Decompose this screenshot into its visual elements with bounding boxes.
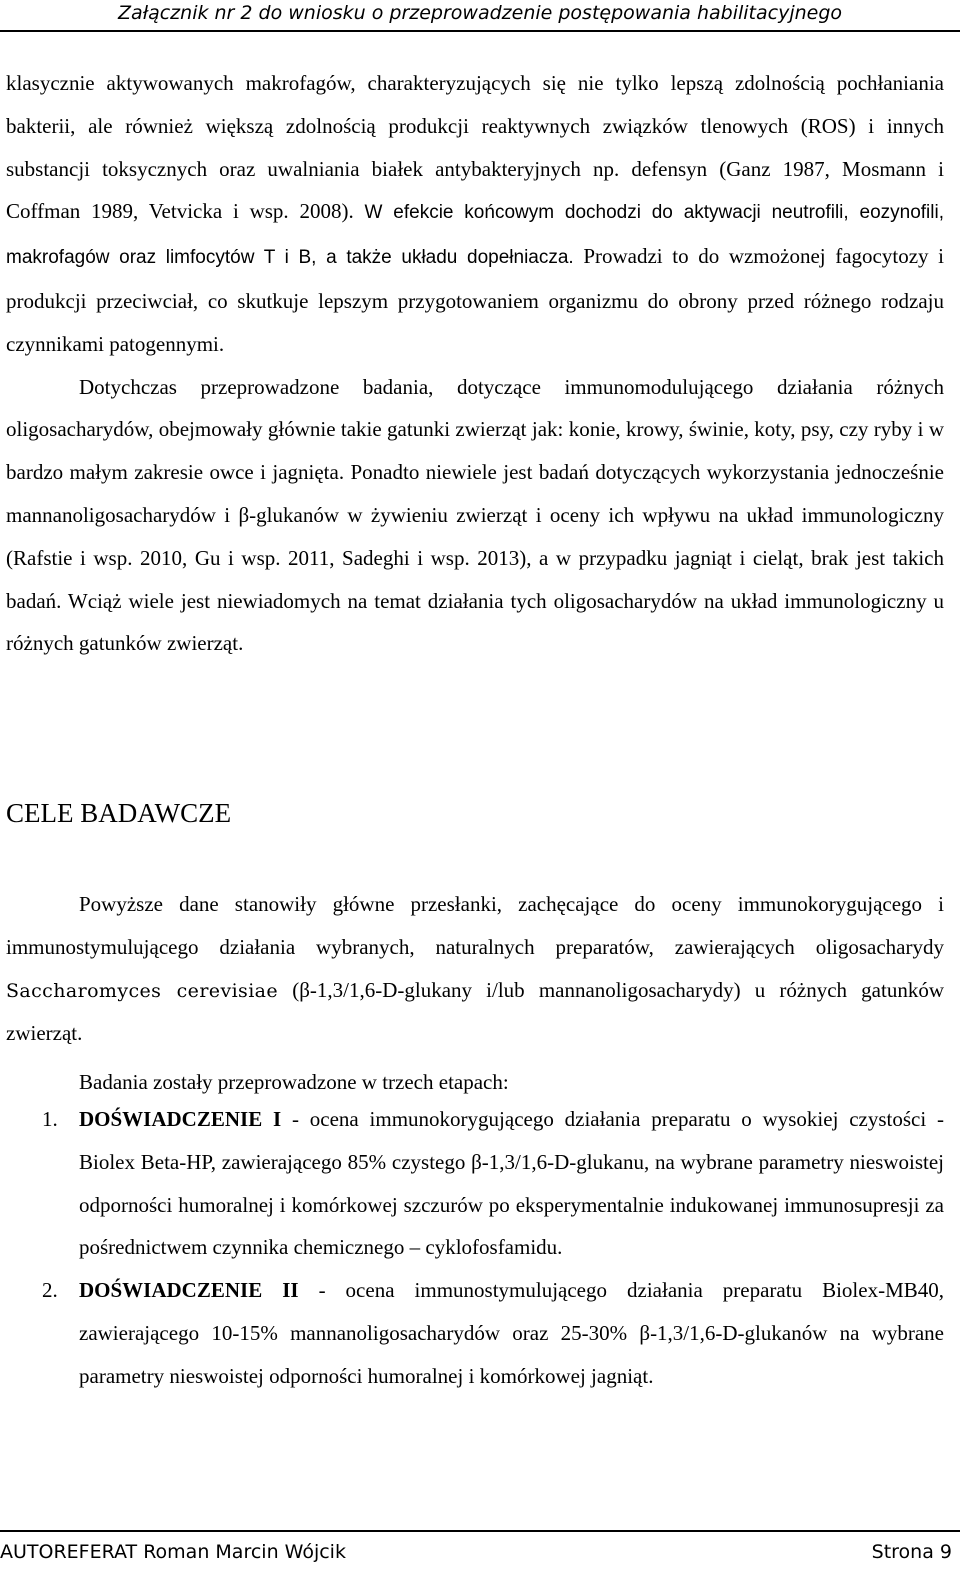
paragraph-1-part-c: Prowadzi to do wzmożonej fagocytozy i produkcji przeciwciał, co skutkuje lepszym przygotowaniem organizmu do obrony przed różnego rodzaju czynnikami patogennymi. bbox=[6, 244, 944, 356]
list-item-number: 2. bbox=[42, 1278, 58, 1303]
experiments-list bbox=[6, 1098, 944, 1398]
paragraph-2: Dotychczas przeprowadzone badania, dotyczące immunomodulującego działania różnych oligosacharydów, obejmowały głównie takie gatunki zwierząt jak: konie, krowy, świnie, koty, psy, czy ryby i w bardzo małym zakresie owce i jagnięta. Ponadto niewiele jest badań dotyczących wykorzystania jednocześnie mannanoligosacharydów i β-glukanów w żywieniu zwierząt i oceny ich wpływu na układ immunologiczny (Rafstie i wsp. 2010, Gu i wsp. 2011, Sadeghi i wsp. 2013), a w przypadku jagniąt i cieląt, brak jest takich badań. Wciąż wiele jest niewiadomych na temat działania tych oligosacharydów na układ immunologiczny u różnych gatunków zwierząt. bbox=[6, 374, 944, 656]
paragraph-1-part-a: klasycznie aktywowanych makrofagów, charakteryzujących się nie tylko lepszą zdolnością pochłaniania bakterii, ale również większą zdolnością produkcji reaktywnych związków tlenowych (ROS) i innych substancji toksycznych oraz uwalniania białek antybakteryjnych np. defensyn (Ganz 1987, Mosmann i Coffman 1989, Vetvicka i wsp. 2008). bbox=[6, 71, 944, 224]
goals-paragraph bbox=[6, 883, 944, 1055]
list-item-number: 1. bbox=[42, 1107, 58, 1131]
page-header bbox=[0, 0, 960, 34]
list-item-text: - ocena immunokorygującego działania preparatu o wysokiej czystości - Biolex Beta-HP, zawierającego 85% czystego β-1,3/1,6-D-glukanu, na wybrane parametry nieswoistej odporności humoralnej i komórkowej szczurów po eksperymentalnie indukowanej immunosupresji za pośrednictwem czynnika chemicznego – cyklofosfamidu. bbox=[79, 1107, 944, 1260]
paragraph-1-part-b: W efekcie końcowym dochodzi do aktywacji neutrofili, eozynofili, makrofagów oraz limfocytów T i B, a także układu dopełniacza. bbox=[6, 202, 944, 269]
goals-paragraph-part-b: (β-1,3/1,6-D-glukany i/lub mannanoligosacharydy) u różnych gatunków zwierząt. bbox=[6, 977, 944, 1046]
footer-divider bbox=[0, 1530, 960, 1532]
goals-paragraph-part-a: Powyższe dane stanowiły główne przesłanki, zachęcające do oceny immunokorygującego i immunostymulującego działania wybranych, naturalnych preparatów, zawierających oligosacharydy bbox=[6, 892, 944, 959]
header-divider bbox=[0, 30, 960, 32]
stages-intro: Badania zostały przeprowadzone w trzech etapach: bbox=[79, 1070, 509, 1095]
list-item bbox=[6, 1269, 944, 1397]
body-text bbox=[6, 62, 944, 665]
list-item-title: DOŚWIADCZENIE I bbox=[79, 1107, 282, 1131]
goals-text bbox=[6, 883, 944, 1104]
list-item bbox=[6, 1098, 944, 1269]
section-heading: CELE BADAWCZE bbox=[6, 798, 232, 828]
header-title: Załącznik nr 2 do wniosku o przeprowadzenie postępowania habilitacyjnego bbox=[117, 2, 843, 24]
footer-page-number: Strona 9 bbox=[871, 1541, 952, 1563]
list-item-title: DOŚWIADCZENIE II bbox=[79, 1278, 299, 1303]
list-item-text: - ocena immunostymulującego działania preparatu Biolex-MB40, zawierającego 10-15% mannanoligosacharydów oraz 25-30% β-1,3/1,6-D-glukanów na wybrane parametry nieswoistej odporności humoralnej i komórkowej jagniąt. bbox=[79, 1278, 944, 1388]
footer-author: AUTOREFERAT Roman Marcin Wójcik bbox=[0, 1541, 346, 1563]
paragraph-1 bbox=[6, 62, 944, 366]
species-name: Saccharomyces cerevisiae bbox=[6, 979, 279, 1002]
